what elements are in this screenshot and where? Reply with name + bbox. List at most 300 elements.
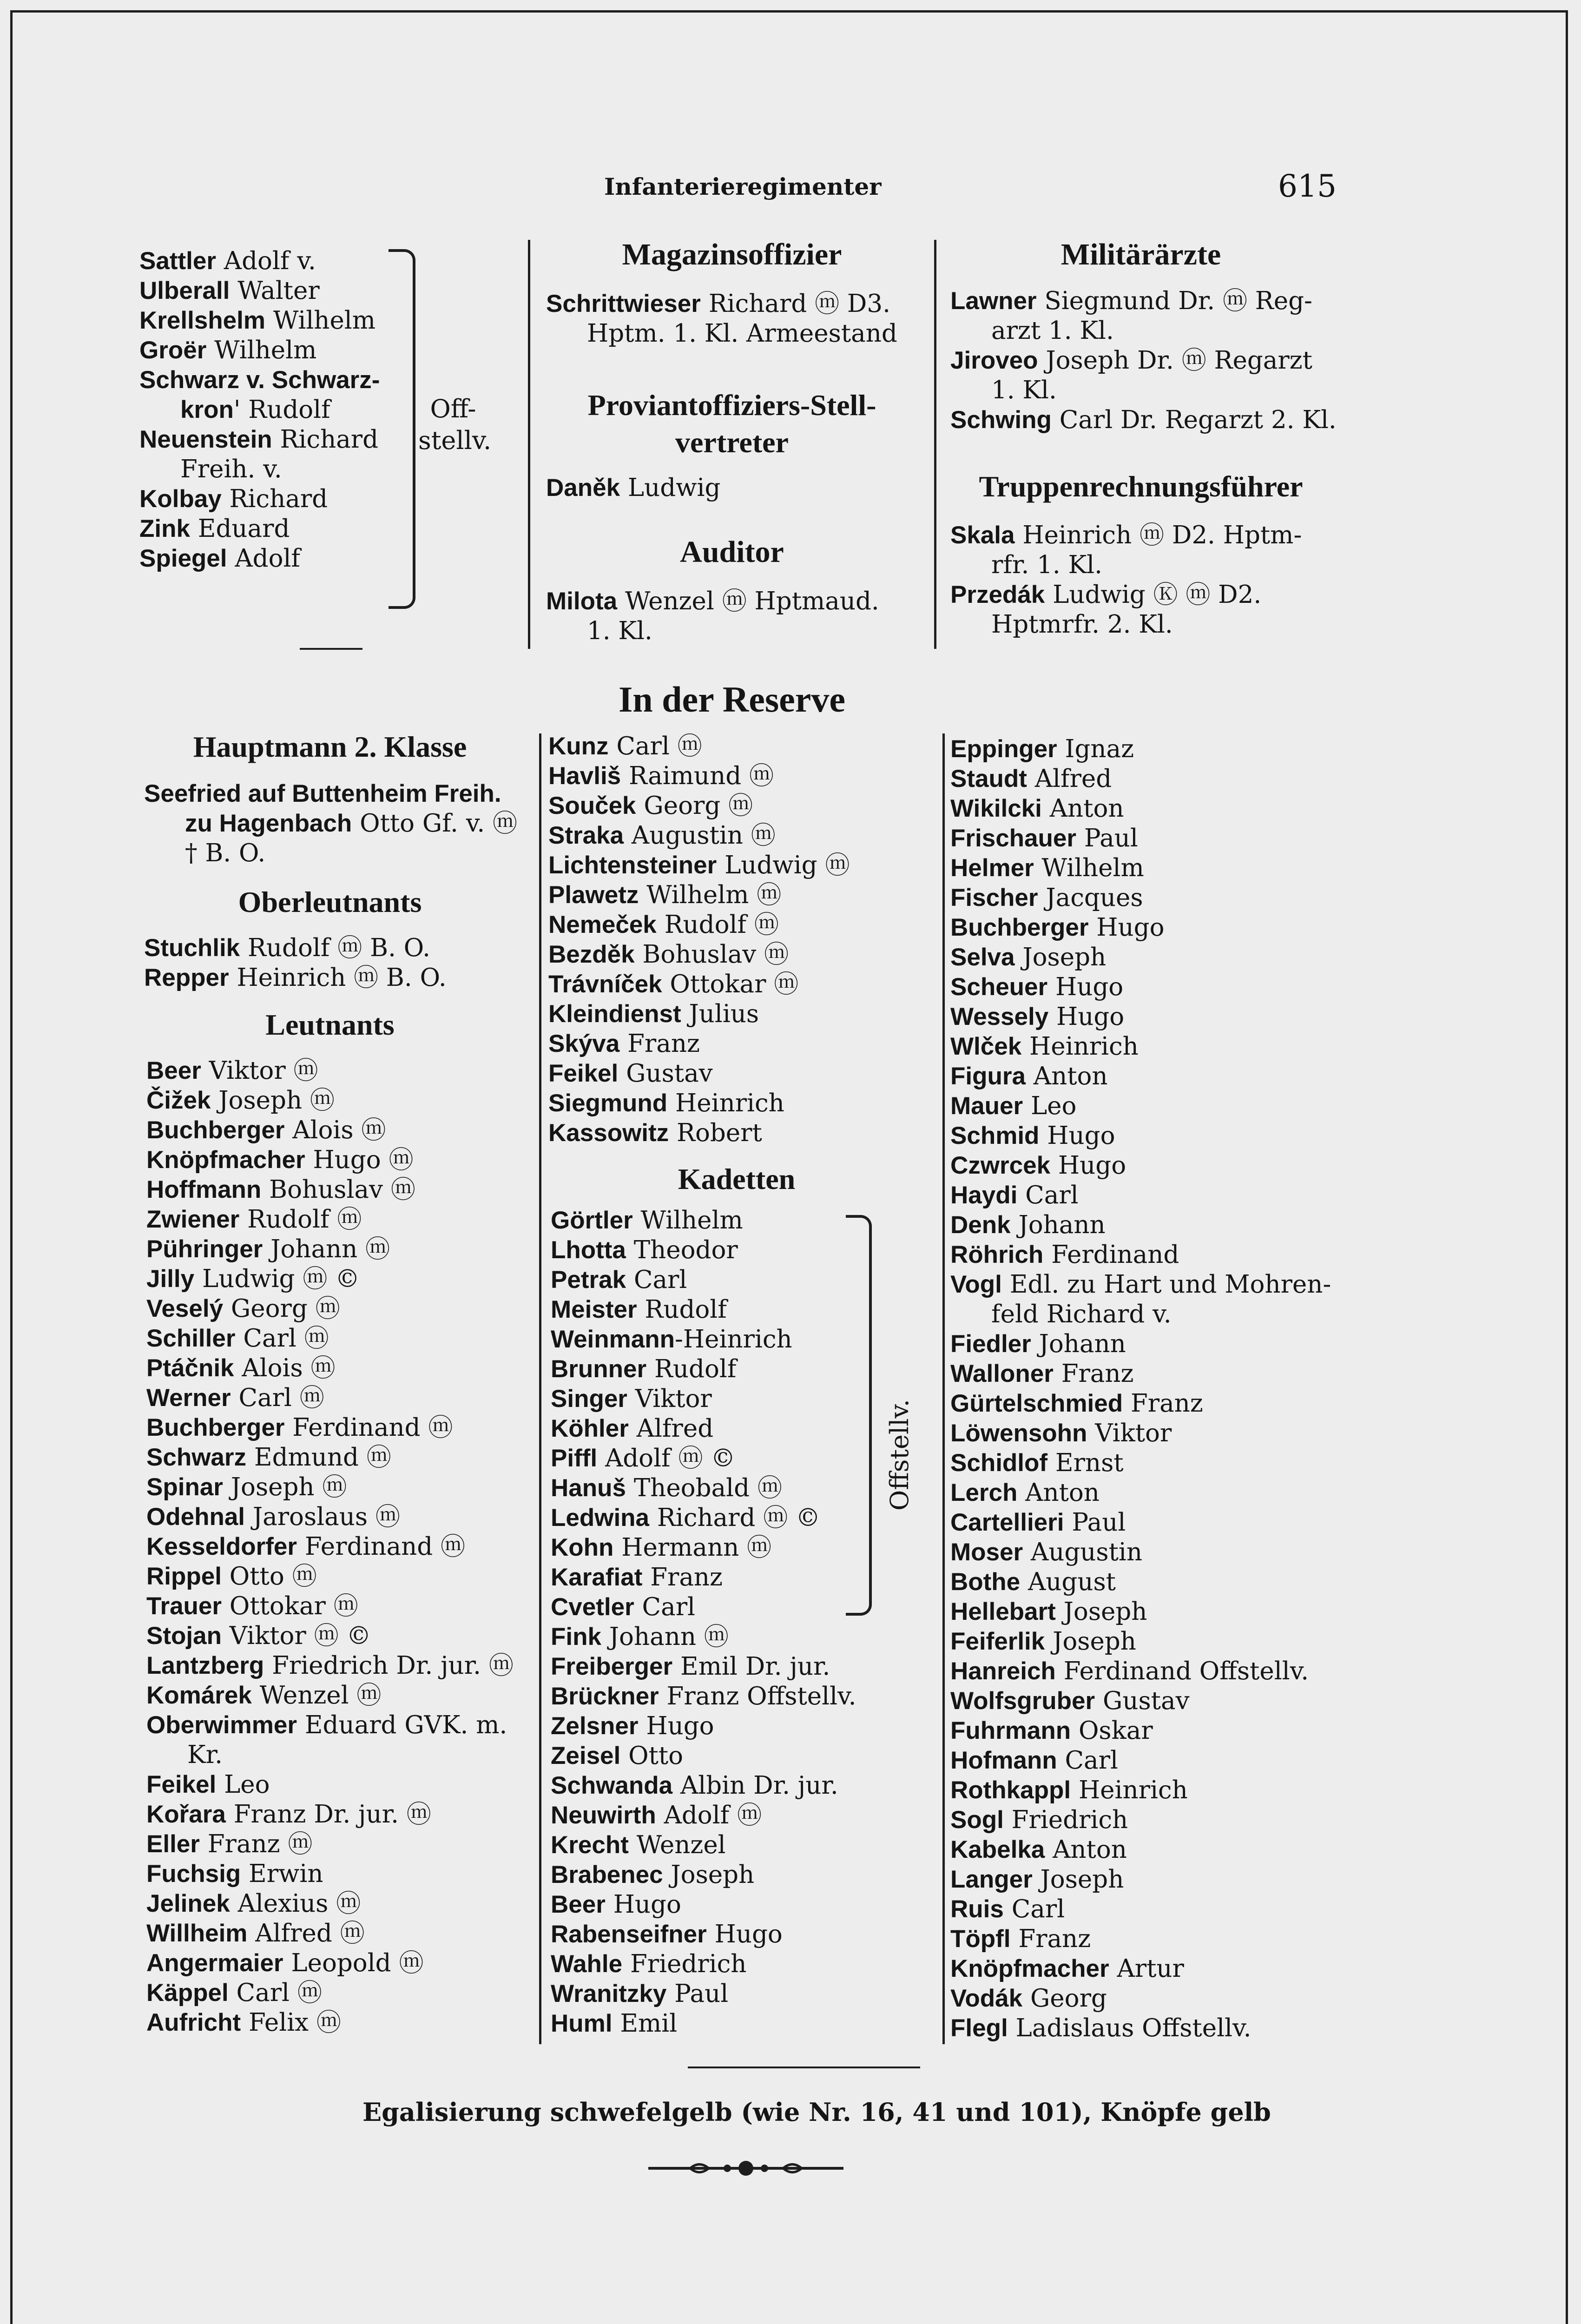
entry-rest: Felix ⓜ xyxy=(241,2008,341,2037)
entry-rest: Ludwig ⓜ xyxy=(717,851,850,879)
entry xyxy=(146,1919,514,1948)
entry xyxy=(546,616,879,646)
entry-rest: Richard xyxy=(272,425,379,454)
entry xyxy=(950,1448,1331,1478)
entry-rest: Wilhelm xyxy=(1034,854,1144,882)
entry-surname: Staudt xyxy=(950,765,1027,792)
entry xyxy=(950,943,1331,972)
entry xyxy=(950,913,1331,943)
entry xyxy=(146,1740,514,1770)
entry-surname: Cvetler xyxy=(551,1593,634,1621)
entry-surname: Hanreich xyxy=(950,1657,1056,1685)
entry-rest: Alois ⓜ xyxy=(234,1354,336,1382)
entry xyxy=(950,1359,1331,1389)
entry-rest: Ferdinand xyxy=(1043,1241,1179,1269)
entry-surname: Brunner xyxy=(551,1355,647,1383)
entry xyxy=(950,346,1337,376)
entry-rest: Hugo xyxy=(605,1890,681,1919)
entry-surname: Kassowitz xyxy=(548,1119,669,1147)
entry xyxy=(139,484,380,514)
entry-surname: Zeisel xyxy=(551,1742,621,1769)
first-lieutenants-list xyxy=(144,933,447,993)
entry xyxy=(546,289,897,319)
entry-surname: Haydi xyxy=(950,1182,1018,1209)
entry-surname: Brabenec xyxy=(551,1861,663,1888)
entry-surname: Vodák xyxy=(950,1985,1023,2012)
entry xyxy=(551,1741,856,1771)
entry-surname: Feikel xyxy=(146,1771,217,1798)
entry xyxy=(551,1979,856,2009)
entry-surname: Piffl xyxy=(551,1445,598,1472)
entry-rest: Paul xyxy=(1064,1508,1126,1537)
entry-rest: Alfred ⓜ xyxy=(247,1919,365,1948)
auditor-list xyxy=(546,587,879,646)
entry xyxy=(146,1413,514,1443)
entry-surname: Spiegel xyxy=(139,545,227,572)
entry xyxy=(146,1562,514,1591)
entry-surname: Rippel xyxy=(146,1563,222,1590)
entry xyxy=(551,1265,856,1295)
entry-rest: Kr. xyxy=(187,1741,223,1769)
entry-surname: Kleindienst xyxy=(548,1000,681,1028)
entry-surname: Ruis xyxy=(950,1895,1004,1923)
entry-rest: Heinrich xyxy=(1071,1776,1188,1804)
entry-surname: Aufricht xyxy=(146,2009,241,2036)
entry-surname: Kohn xyxy=(551,1534,614,1561)
entry-surname: Brückner xyxy=(551,1683,659,1710)
entry-surname: Sogl xyxy=(950,1806,1004,1834)
entry xyxy=(146,1948,514,1978)
entry xyxy=(950,1597,1331,1627)
entry-surname: Singer xyxy=(551,1385,627,1413)
entry-rest: Emil xyxy=(612,2009,678,2038)
entry xyxy=(950,316,1337,346)
entry-rest: Ladislaus Offstellv. xyxy=(1008,2014,1252,2042)
entry-rest: Carl xyxy=(634,1593,695,1621)
entry-rest: Viktor ⓜ xyxy=(201,1056,318,1085)
entry xyxy=(950,734,1331,764)
entry-rest: Wilhelm ⓜ xyxy=(639,881,782,909)
entry-surname: Wahle xyxy=(551,1950,623,1978)
entry-rest: Franz xyxy=(1053,1360,1134,1388)
short-rule xyxy=(300,648,362,650)
entry-rest: Freih. v. xyxy=(180,455,282,483)
entry xyxy=(950,405,1337,435)
entry-surname: Bothe xyxy=(950,1568,1021,1596)
entry xyxy=(146,1889,514,1919)
cadets-list xyxy=(551,1206,856,2039)
entry-rest: Carl ⓜ xyxy=(235,1324,329,1353)
entry xyxy=(139,276,380,306)
entry-surname: Lantzberg xyxy=(146,1652,264,1679)
entry xyxy=(548,940,850,970)
entry-surname: Knöpfmacher xyxy=(146,1146,305,1174)
entry xyxy=(548,1118,850,1148)
entry-rest: Franz xyxy=(619,1030,700,1058)
entry-surname: Komárek xyxy=(146,1682,252,1709)
entry xyxy=(551,1592,856,1622)
entry-surname: Fiedler xyxy=(950,1330,1031,1358)
entry xyxy=(950,1746,1331,1776)
entry xyxy=(146,1859,514,1889)
entry-surname: Stuchlik xyxy=(144,934,240,962)
entry xyxy=(950,764,1331,794)
entry-rest: Ludwig ⓜ © xyxy=(194,1265,360,1293)
entry xyxy=(551,1801,856,1830)
entry-rest: arzt 1. Kl. xyxy=(991,317,1114,345)
entry-rest: Paul xyxy=(666,1980,729,2008)
entry-surname: Röhrich xyxy=(950,1241,1044,1268)
entry xyxy=(546,587,879,616)
entry-rest: Edmund ⓜ xyxy=(246,1443,391,1472)
entry xyxy=(950,1924,1331,1954)
entry xyxy=(548,732,850,761)
entry xyxy=(551,1473,856,1503)
entry xyxy=(950,1478,1331,1508)
entry-rest: Julius xyxy=(681,1000,759,1028)
entry xyxy=(950,1835,1331,1865)
entry-surname: Odehnal xyxy=(146,1503,245,1531)
entry xyxy=(950,1389,1331,1419)
entry-surname: Schidlof xyxy=(950,1449,1048,1477)
entry xyxy=(950,1716,1331,1746)
entry xyxy=(548,999,850,1029)
entry-surname: Čižek xyxy=(146,1087,211,1114)
entry-surname: Zink xyxy=(139,515,190,542)
entry-surname: Wikilcki xyxy=(950,795,1042,822)
entry-surname: Zwiener xyxy=(146,1206,240,1233)
entry xyxy=(950,521,1302,550)
entry-surname: Helmer xyxy=(950,854,1034,882)
entry-rest: Johann xyxy=(1010,1211,1106,1239)
entry xyxy=(950,1686,1331,1716)
entry-rest: Paul xyxy=(1076,824,1138,852)
entry-rest: Heinrich ⓜ B. O. xyxy=(229,964,447,992)
entry-surname: Milota xyxy=(546,588,618,615)
entry xyxy=(551,1503,856,1533)
entry xyxy=(551,1384,856,1414)
entry xyxy=(950,1954,1331,1984)
entry xyxy=(551,1830,856,1860)
entry-rest: Rudolf xyxy=(646,1355,737,1383)
entry-rest: Otto Gf. v. ⓜ xyxy=(352,809,518,838)
cadets-brace xyxy=(846,1215,872,1616)
entry xyxy=(950,1240,1331,1270)
entry-surname: Trávníček xyxy=(548,971,662,998)
entry xyxy=(950,1657,1331,1686)
entry xyxy=(551,2009,856,2039)
entry-surname: Kabelka xyxy=(950,1836,1045,1863)
entry-rest: Theobald ⓜ xyxy=(626,1474,782,1502)
entry-rest: Johann xyxy=(1031,1330,1126,1358)
page-number: 615 xyxy=(1278,168,1337,204)
entry-rest: Joseph xyxy=(663,1861,755,1889)
entry-rest: Hugo xyxy=(1039,1122,1115,1150)
entry xyxy=(950,1627,1331,1657)
ornament-icon xyxy=(648,2157,843,2182)
entry-surname: Eller xyxy=(146,1830,200,1858)
entry-rest: Franz xyxy=(642,1563,723,1591)
entry-rest: Anton xyxy=(1017,1479,1100,1507)
entry-surname: Kunz xyxy=(548,733,609,760)
entry-surname: Bezděk xyxy=(548,941,635,968)
entry-rest: Erwin xyxy=(241,1860,323,1888)
proviant-heading: Proviantoffiziers-Stell- vertreter xyxy=(587,389,876,459)
entry-surname: Daněk xyxy=(546,474,620,502)
entry xyxy=(139,365,380,395)
entry xyxy=(551,1920,856,1949)
entry xyxy=(146,1651,514,1681)
entry-rest: Augustin xyxy=(1023,1538,1143,1566)
entry-surname: Hellebart xyxy=(950,1598,1056,1625)
entry xyxy=(551,1444,856,1473)
entry-surname: Ulberall xyxy=(139,277,230,304)
entry xyxy=(146,1829,514,1859)
entry xyxy=(139,514,380,544)
entry xyxy=(551,1771,856,1801)
entry-surname: Cartellieri xyxy=(950,1509,1064,1536)
entry xyxy=(950,376,1337,405)
entry-rest: Carl xyxy=(626,1266,687,1294)
entry xyxy=(551,1325,856,1354)
paymasters-heading: Truppenrechnungsführer xyxy=(979,470,1303,503)
entry-surname: Jiroveo xyxy=(950,347,1038,374)
entry xyxy=(144,809,517,838)
entry-rest: Hugo xyxy=(1047,973,1124,1001)
entry-rest: Heinrich xyxy=(667,1089,784,1117)
entry xyxy=(551,1622,856,1652)
entry xyxy=(144,933,447,963)
entry xyxy=(146,1710,514,1740)
entry-rest: ' Rudolf xyxy=(233,396,330,424)
entry-rest: Ludwig Ⓚ ⓜ D2. xyxy=(1045,581,1262,609)
entry-surname: Hanuš xyxy=(551,1474,626,1502)
officers-brace-label: Off- stellv. xyxy=(418,394,492,455)
entry-rest: Ottokar ⓜ xyxy=(222,1592,358,1620)
entry-rest: Eduard xyxy=(190,515,290,543)
entry-surname: Straka xyxy=(548,822,624,849)
entry-rest: Robert xyxy=(669,1119,762,1147)
entry-rest: Wilhelm xyxy=(265,306,376,335)
entry xyxy=(548,761,850,791)
entry-surname: Fuhrmann xyxy=(950,1717,1071,1744)
entry xyxy=(551,1711,856,1741)
entry-rest: Viktor xyxy=(627,1385,712,1413)
paymasters-list xyxy=(950,521,1302,640)
entry-rest: Ferdinand ⓜ xyxy=(297,1532,465,1561)
entry-surname: Spinar xyxy=(146,1473,223,1501)
entry-rest: Ludwig xyxy=(620,474,721,502)
entry-rest: 1. Kl. xyxy=(991,376,1057,404)
doctors-heading: Militärärzte xyxy=(1061,238,1221,271)
entry-surname: Zelsner xyxy=(551,1712,639,1740)
entry-surname: Gürtelschmied xyxy=(950,1390,1123,1417)
entry-surname: Lhotta xyxy=(551,1236,626,1264)
entry-rest: Walter xyxy=(230,277,320,305)
entry-rest: Carl xyxy=(1057,1746,1118,1775)
entry xyxy=(139,336,380,365)
entry-rest: † B. O. xyxy=(185,839,266,867)
entry-rest: Friedrich Dr. jur. ⓜ xyxy=(264,1651,514,1680)
entry xyxy=(146,1800,514,1829)
entry-rest: Heinrich ⓜ D2. Hptm- xyxy=(1014,521,1302,549)
column-rule-left xyxy=(528,240,530,649)
entry xyxy=(950,1895,1331,1924)
entry-rest: Oskar xyxy=(1071,1717,1153,1745)
entry xyxy=(950,1419,1331,1448)
entry xyxy=(950,1865,1331,1895)
entry-rest: Theodor xyxy=(626,1236,738,1264)
entry-rest: Franz xyxy=(1123,1389,1203,1418)
entry xyxy=(548,791,850,821)
entry xyxy=(551,1949,856,1979)
entry-rest: Gustav xyxy=(1095,1687,1190,1715)
entry-surname: Schwarz xyxy=(146,1444,247,1471)
entry xyxy=(950,1062,1331,1091)
entry xyxy=(139,544,380,574)
entry-rest: Friedrich xyxy=(622,1950,747,1978)
entry-rest: Artur xyxy=(1109,1954,1184,1983)
officers-list xyxy=(139,246,380,574)
entry-surname: Krecht xyxy=(551,1831,629,1859)
entry-rest: Adolf ⓜ xyxy=(656,1801,762,1829)
entry-rest: Wilhelm xyxy=(206,336,317,364)
entry xyxy=(950,1329,1331,1359)
entry-surname: Seefried auf Buttenheim Freih. xyxy=(144,780,501,807)
entry xyxy=(144,963,447,993)
entry xyxy=(146,1353,514,1383)
entry-surname: Czwrcek xyxy=(950,1152,1051,1179)
entry-rest: Joseph xyxy=(1045,1627,1136,1656)
magazine-heading: Magazinsoffizier xyxy=(622,238,842,271)
entry-rest: Anton xyxy=(1025,1062,1108,1090)
entry xyxy=(548,970,850,999)
entry xyxy=(146,1383,514,1413)
entry xyxy=(950,550,1302,580)
entry-rest: Viktor xyxy=(1087,1419,1172,1447)
entry-surname: Buchberger xyxy=(146,1414,285,1441)
entry xyxy=(146,1264,514,1294)
entry-rest: Emil Dr. jur. xyxy=(672,1652,830,1681)
entry xyxy=(950,794,1331,824)
entry xyxy=(551,1860,856,1890)
entry-rest: Wenzel ⓜ xyxy=(251,1681,382,1710)
entry-rest: Wenzel ⓜ Hptmaud. xyxy=(617,587,879,615)
entry-rest: Alois ⓜ xyxy=(284,1116,386,1144)
entry-surname: Neuenstein xyxy=(139,426,272,453)
entry-surname: Beer xyxy=(551,1891,606,1918)
entry xyxy=(548,1059,850,1089)
officers-brace xyxy=(389,249,415,609)
entry xyxy=(950,1121,1331,1151)
entry-rest: Adolf ⓜ © xyxy=(597,1444,736,1472)
entry xyxy=(146,1532,514,1562)
entry-rest: Jacques xyxy=(1038,884,1143,912)
entry-surname: Kořara xyxy=(146,1801,226,1828)
entry xyxy=(950,1002,1331,1032)
entry xyxy=(548,821,850,851)
entry xyxy=(139,246,380,276)
entry-surname: Beer xyxy=(146,1057,201,1084)
entry-rest: Carl ⓜ xyxy=(231,1384,324,1412)
entry xyxy=(146,1472,514,1502)
entry-rest: Jaroslaus ⓜ xyxy=(245,1503,400,1531)
entry xyxy=(551,1652,856,1682)
entry-rest: Joseph xyxy=(1014,943,1107,971)
entry xyxy=(146,2008,514,2038)
entry xyxy=(950,1210,1331,1240)
entry xyxy=(146,1770,514,1800)
entry-surname: Knöpfmacher xyxy=(950,1955,1109,1982)
entry-rest: Johann ⓜ xyxy=(601,1623,729,1651)
entry-rest: rfr. 1. Kl. xyxy=(991,551,1102,579)
entry xyxy=(950,1984,1331,2014)
entry-rest: Hugo xyxy=(1048,1003,1125,1031)
entry-surname: Jelinek xyxy=(146,1890,230,1917)
entry-rest: Viktor ⓜ © xyxy=(221,1622,371,1650)
entry-rest: Ferdinand Offstellv. xyxy=(1055,1657,1309,1685)
entry xyxy=(546,473,720,503)
entry-surname: Lawner xyxy=(950,287,1037,315)
entry-rest: Wenzel xyxy=(628,1831,726,1859)
lieutenants-heading: Leutnants xyxy=(265,1008,395,1041)
entry xyxy=(146,1145,514,1175)
entry xyxy=(950,2014,1331,2043)
entry-surname: Meister xyxy=(551,1296,637,1323)
entry-surname: Feikel xyxy=(548,1060,619,1087)
entry-rest: Friedrich xyxy=(1003,1806,1128,1834)
entry-rest: Adolf v. xyxy=(216,247,316,275)
entry-surname: Flegl xyxy=(950,2014,1008,2042)
entry xyxy=(950,1181,1331,1210)
entry-rest: Georg xyxy=(1022,1984,1107,2013)
entry xyxy=(146,1324,514,1353)
entry-surname: Ledwina xyxy=(551,1504,650,1532)
entry-rest: Rudolf xyxy=(637,1295,727,1324)
entry xyxy=(146,1681,514,1710)
entry-rest: Hugo xyxy=(706,1920,783,1948)
entry-rest: Franz xyxy=(1010,1925,1091,1953)
entry xyxy=(146,1116,514,1145)
entry-rest: Leo xyxy=(1023,1092,1077,1120)
entry-surname: Huml xyxy=(551,2010,613,2037)
entry-rest: Albin Dr. jur. xyxy=(672,1771,838,1800)
cadets-heading: Kadetten xyxy=(678,1162,796,1195)
entry-rest: Edl. zu Hart und Mohren- xyxy=(1001,1270,1331,1299)
entry-surname: Oberwimmer xyxy=(146,1711,297,1739)
entry xyxy=(548,880,850,910)
entry-surname: Rothkappl xyxy=(950,1776,1071,1804)
entry-rest: Augustin ⓜ xyxy=(624,821,776,850)
entry xyxy=(144,779,517,809)
entry-rest: Carl xyxy=(1017,1181,1079,1209)
entry-surname: Fischer xyxy=(950,884,1038,911)
reserve-right-list xyxy=(950,734,1331,2043)
entry xyxy=(146,1591,514,1621)
entry-rest: Hermann ⓜ xyxy=(613,1533,772,1562)
entry xyxy=(146,1978,514,2008)
entry-surname: Käppel xyxy=(146,1979,229,2007)
entry-surname: Schwing xyxy=(950,406,1052,434)
entry-rest: Wilhelm xyxy=(632,1206,743,1235)
entry xyxy=(548,851,850,880)
entry xyxy=(950,1776,1331,1805)
entry-surname: Karafiat xyxy=(551,1564,643,1591)
entry-rest: Johann ⓜ xyxy=(263,1235,390,1263)
entry-rest: Carl Dr. Regarzt 2. Kl. xyxy=(1051,406,1337,434)
entry-surname: Jilly xyxy=(146,1265,195,1293)
entry-surname: Buchberger xyxy=(950,914,1089,941)
